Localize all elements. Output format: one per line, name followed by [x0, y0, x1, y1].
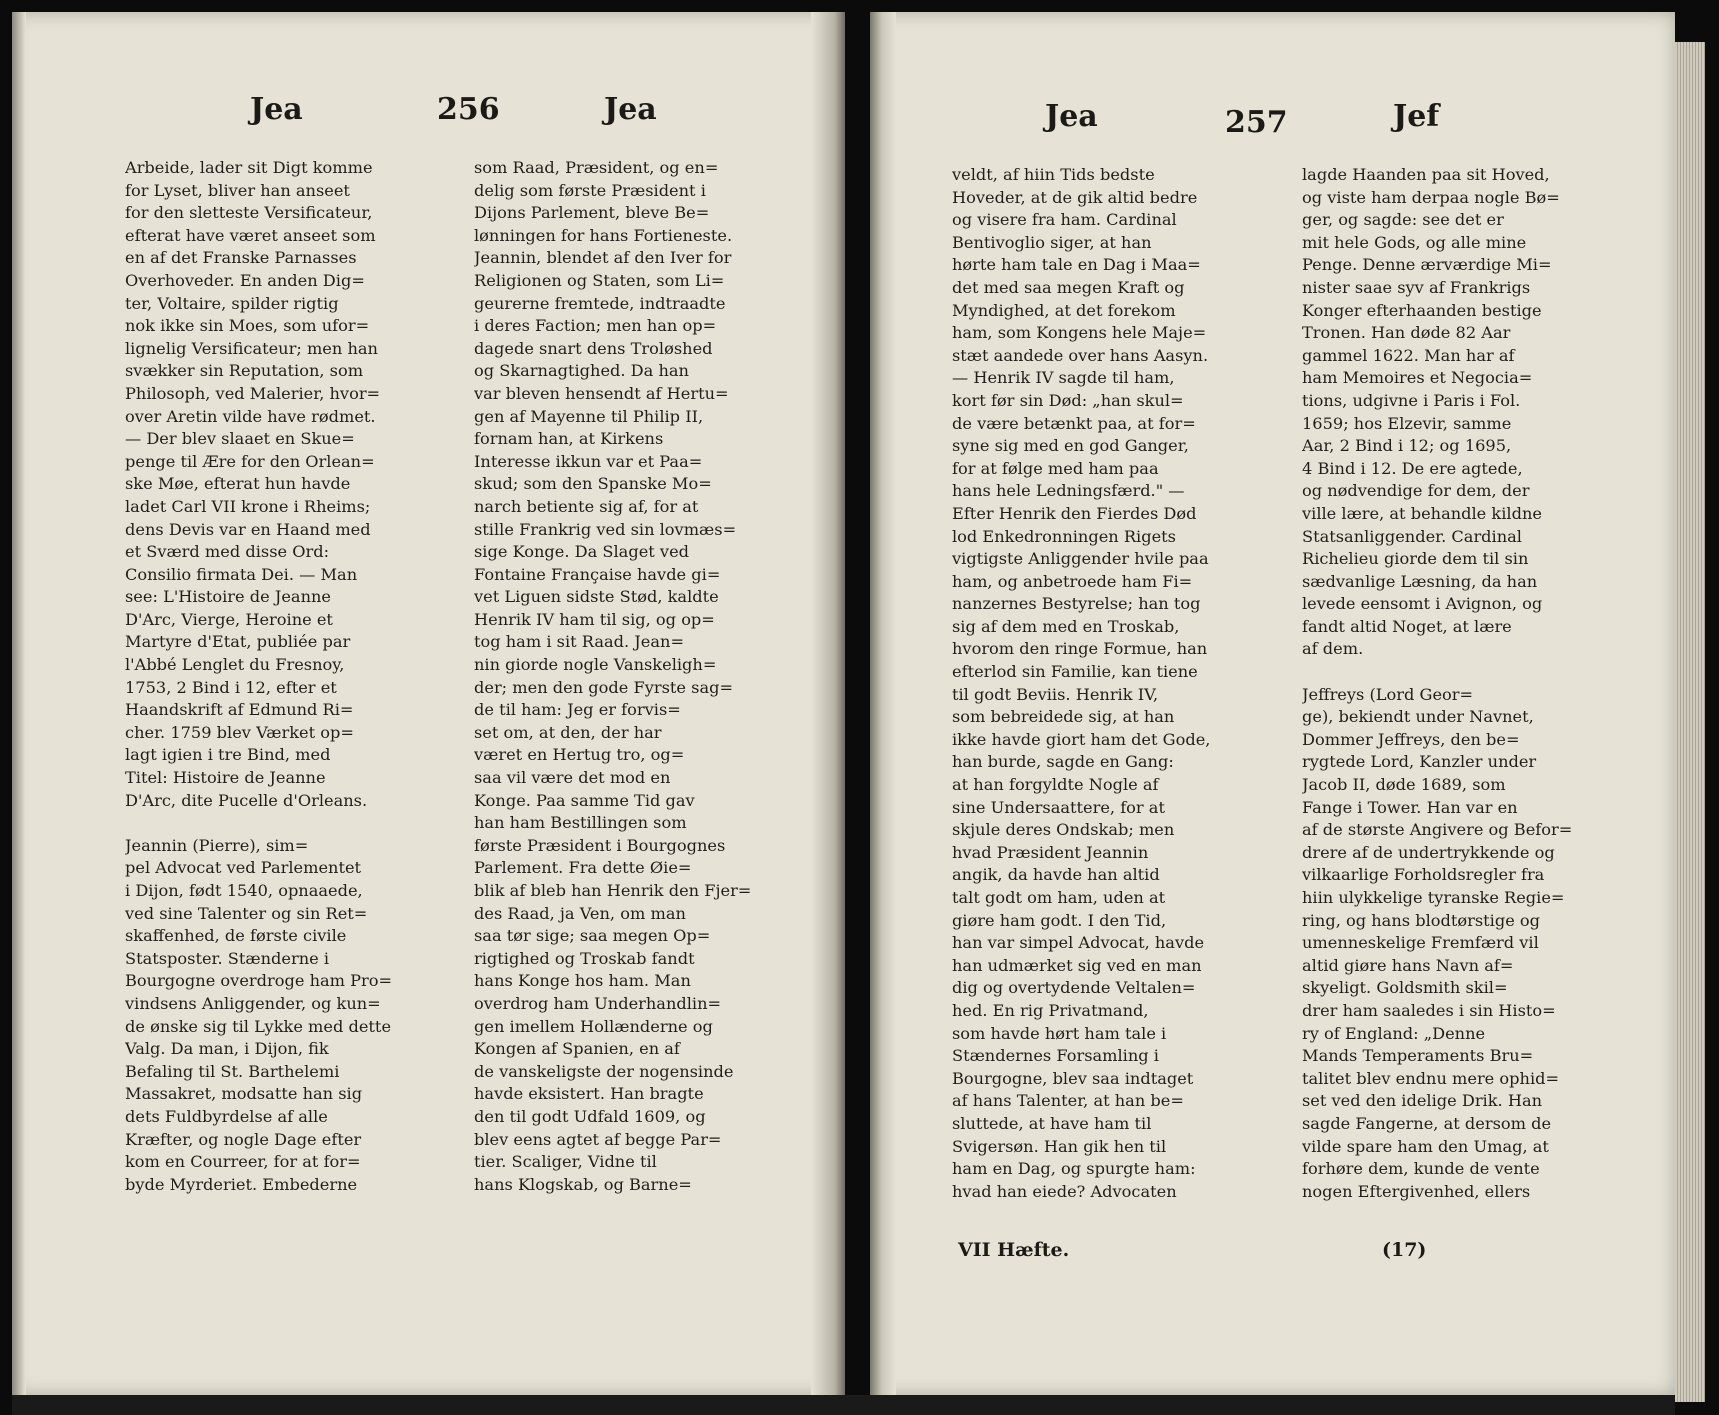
text-line: overdrog ham Underhandlin=: [474, 993, 722, 1013]
text-line: sig af dem med en Troskab,: [952, 616, 1180, 636]
text-line: og Skarnagtighed. Da han: [474, 361, 689, 381]
text-line: Bourgogne overdroge ham Pro=: [125, 971, 393, 991]
text-line: vindsens Anliggender, og kun=: [125, 993, 381, 1013]
text-line: Bourgogne, blev saa indtaget: [952, 1068, 1194, 1088]
text-line: altid giøre hans Navn af=: [1302, 955, 1514, 975]
text-line: Kongen af Spanien, en af: [474, 1039, 680, 1059]
text-line: pel Advocat ved Parlementet: [125, 858, 362, 878]
text-line: ring, og hans blodtørstige og: [1302, 910, 1541, 930]
text-line: Valg. Da man, i Dijon, fik: [125, 1039, 329, 1059]
text-line: af dem.: [1302, 639, 1364, 659]
left-page: [12, 12, 845, 1395]
text-line: hans Klogskab, og Barne=: [474, 1174, 692, 1194]
text-line: ry of England: „Denne: [1302, 1023, 1486, 1043]
text-line: delig som første Præsident i: [474, 180, 706, 200]
text-line: dens Devis var en Haand med: [125, 519, 371, 539]
text-line: D'Arc, Vierge, Heroine et: [125, 609, 333, 629]
text-line: tog ham i sit Raad. Jean=: [474, 632, 685, 652]
text-line: D'Arc, dite Pucelle d'Orleans.: [125, 790, 368, 810]
text-line: som havde hørt ham tale i: [952, 1023, 1167, 1043]
text-line: ham, og anbetroede ham Fi=: [952, 571, 1193, 591]
text-line: som bebreidede sig, at han: [952, 707, 1175, 727]
text-line: af de største Angivere og Befor=: [1302, 820, 1573, 840]
text-line: gen af Mayenne til Philip II,: [474, 406, 704, 426]
text-line: hvad han eiede? Advocaten: [952, 1181, 1177, 1201]
text-line: Jacob II, døde 1689, som: [1302, 775, 1506, 795]
page-number: 257: [1225, 105, 1288, 140]
text-line: Overhoveder. En anden Dig=: [125, 270, 365, 290]
text-line: den til godt Udfald 1609, og: [474, 1106, 706, 1126]
text-line: sluttede, at have ham til: [952, 1113, 1152, 1133]
text-line: talitet blev endnu mere ophid=: [1302, 1068, 1560, 1088]
text-line: skyeligt. Goldsmith skil=: [1302, 978, 1508, 998]
text-line: fornam han, at Kirkens: [474, 429, 664, 449]
text-line: de vanskeligste der nogensinde: [474, 1061, 734, 1081]
text-line: sædvanlige Læsning, da han: [1302, 571, 1538, 591]
text-line: fandt altid Noget, at lære: [1302, 616, 1512, 636]
text-line: drere af de undertrykkende og: [1302, 842, 1555, 862]
text-line: hans Konge hos ham. Man: [474, 971, 691, 991]
text-line: forhøre dem, kunde de vente: [1302, 1159, 1540, 1179]
text-line: Fontaine Française havde gi=: [474, 564, 721, 584]
text-line: Penge. Denne ærværdige Mi=: [1302, 255, 1552, 275]
text-line: Richelieu giorde dem til sin: [1302, 549, 1529, 569]
text-line: giøre ham godt. I den Tid,: [952, 910, 1167, 930]
text-line: første Præsident i Bourgognes: [474, 835, 726, 855]
running-head-left: Jea: [250, 92, 303, 127]
text-line: lignelig Versificateur; men han: [125, 338, 378, 358]
text-line: sige Konge. Da Slaget ved: [474, 542, 690, 562]
running-head-left: Jea: [1045, 99, 1098, 134]
text-line: sagde Fangerne, at dersom de: [1302, 1113, 1552, 1133]
text-line: Statsposter. Stænderne i: [125, 948, 330, 968]
text-line: Dijons Parlement, bleve Be=: [474, 203, 710, 223]
text-line: kom en Courreer, for at for=: [125, 1152, 361, 1172]
text-line: Parlement. Fra dette Øie=: [474, 858, 692, 878]
text-line: cher. 1759 blev Værket op=: [125, 722, 354, 742]
text-line: sine Undersaattere, for at: [952, 797, 1165, 817]
text-line: over Aretin vilde have rødmet.: [125, 406, 376, 426]
text-line: de ønske sig til Lykke med dette: [125, 1016, 392, 1036]
text-line: for Lyset, bliver han anseet: [125, 180, 350, 200]
text-line: 4 Bind i 12. De ere agtede,: [1302, 458, 1523, 478]
text-line: han var simpel Advocat, havde: [952, 933, 1205, 953]
text-line: Befaling til St. Barthelemi: [125, 1061, 340, 1081]
text-line: som Raad, Præsident, og en=: [474, 158, 719, 177]
text-line: ville lære, at behandle kildne: [1302, 503, 1542, 523]
text-line: narch betiente sig af, for at: [474, 496, 699, 516]
text-line: tions, udgivne i Paris i Fol.: [1302, 390, 1521, 410]
text-line: Hoveder, at de gik altid bedre: [952, 187, 1198, 207]
text-line: været en Hertug tro, og=: [474, 745, 685, 765]
text-line: — Der blev slaaet en Skue=: [125, 429, 355, 449]
text-line: saa vil være det mod en: [474, 768, 671, 788]
text-line: Bentivoglio siger, at han: [952, 232, 1152, 252]
text-column-left: [952, 164, 1278, 1203]
text-line: han ham Bestillingen som: [474, 813, 687, 833]
text-line: syne sig med en god Ganger,: [952, 436, 1189, 456]
text-column-right: [1302, 164, 1622, 1203]
text-line: blik af bleb han Henrik den Fjer=: [474, 881, 752, 900]
text-line: og nødvendige for dem, der: [1302, 481, 1530, 501]
text-line: Myndighed, at det forekom: [952, 300, 1176, 320]
text-line: i deres Faction; men han op=: [474, 316, 717, 336]
text-line: nin giorde nogle Vanskeligh=: [474, 655, 717, 675]
text-line: vigtigste Anliggender hvile paa: [952, 549, 1209, 569]
page-edge-shadow: [12, 12, 26, 1395]
text-line: ham, som Kongens hele Maje=: [952, 323, 1207, 343]
text-line: ham Memoires et Negocia=: [1302, 368, 1533, 388]
text-line: — Henrik IV sagde til ham,: [952, 368, 1175, 388]
text-line: til godt Beviis. Henrik IV,: [952, 684, 1159, 704]
text-line: det med saa megen Kraft og: [952, 277, 1185, 297]
text-line: han burde, sagde en Gang:: [952, 752, 1174, 772]
text-line: gammel 1622. Man har af: [1302, 345, 1515, 365]
text-line: 1659; hos Elzevir, samme: [1302, 413, 1512, 433]
right-page: [870, 12, 1675, 1395]
text-line: ham en Dag, og spurgte ham:: [952, 1159, 1196, 1179]
text-line: efterat have været anseet som: [125, 225, 376, 245]
text-line: Efter Henrik den Fierdes Død: [952, 503, 1197, 523]
text-line: Consilio firmata Dei. — Man: [125, 564, 358, 584]
text-line: havde eksistert. Han bragte: [474, 1084, 704, 1104]
text-line: et Sværd med disse Ord:: [125, 542, 330, 562]
text-line: hvad Præsident Jeannin: [952, 842, 1149, 862]
text-line: Dommer Jeffreys, den be=: [1302, 729, 1520, 749]
text-line: 1753, 2 Bind i 12, efter et: [125, 677, 337, 697]
text-line: des Raad, ja Ven, om man: [474, 903, 686, 923]
text-line: drer ham saaledes i sin Histo=: [1302, 1000, 1556, 1020]
text-line: Fange i Tower. Han var en: [1302, 797, 1518, 817]
text-line: dets Fuldbyrdelse af alle: [125, 1106, 328, 1126]
text-line: for den sletteste Versificateur,: [125, 203, 373, 223]
text-line: blev eens agtet af begge Par=: [474, 1129, 722, 1149]
text-line: Jeffreys (Lord Geor=: [1302, 684, 1474, 704]
text-line: byde Myrderiet. Embederne: [125, 1174, 358, 1194]
text-line: [125, 812, 450, 835]
text-line: Konger efterhaanden bestige: [1302, 300, 1542, 320]
page-edges: [1675, 42, 1705, 1402]
text-line: ske Møe, efterat hun havde: [125, 474, 351, 494]
text-line: dagede snart dens Troløshed: [474, 338, 713, 358]
text-line: umenneskelige Fremfærd vil: [1302, 933, 1539, 953]
text-line: efterlod sin Familie, kan tiene: [952, 662, 1198, 682]
text-line: levede eensomt i Avignon, og: [1302, 594, 1543, 614]
text-column-right: [474, 157, 790, 1196]
text-line: Svigersøn. Han gik hen til: [952, 1136, 1167, 1156]
text-line: vet Liguen sidste Stød, kaldte: [474, 587, 719, 607]
text-line: de være betænkt paa, at for=: [952, 413, 1196, 433]
text-line: see: L'Histoire de Jeanne: [125, 587, 331, 607]
text-line: Kræfter, og nogle Dage efter: [125, 1129, 362, 1149]
text-line: Henrik IV ham til sig, og op=: [474, 609, 715, 629]
text-line: for at følge med ham paa: [952, 458, 1159, 478]
gutter-shadow: [870, 12, 896, 1395]
book-edge-bottom: [12, 1395, 1675, 1415]
text-line: rygtede Lord, Kanzler under: [1302, 752, 1537, 772]
text-line: nogen Eftergivenhed, ellers: [1302, 1181, 1531, 1201]
text-line: angik, da havde han altid: [952, 865, 1160, 885]
text-line: der; men den gode Fyrste sag=: [474, 677, 734, 697]
text-line: var bleven hensendt af Hertu=: [474, 383, 729, 403]
text-line: af hans Talenter, at han be=: [952, 1091, 1184, 1111]
text-line: [1302, 661, 1622, 684]
text-line: saa tør sige; saa megen Op=: [474, 926, 711, 946]
text-line: Religionen og Staten, som Li=: [474, 270, 725, 290]
text-line: ved sine Talenter og sin Ret=: [125, 903, 368, 923]
text-line: lagt igien i tre Bind, med: [125, 745, 331, 765]
text-line: ladet Carl VII krone i Rheims;: [125, 496, 371, 516]
text-line: mit hele Gods, og alle mine: [1302, 232, 1527, 252]
text-line: lod Enkedronningen Rigets: [952, 526, 1176, 546]
text-line: dig og overtydende Veltalen=: [952, 978, 1196, 998]
text-line: at han forgyldte Nogle af: [952, 775, 1159, 795]
text-line: set ved den idelige Drik. Han: [1302, 1091, 1543, 1111]
text-line: Philosoph, ved Malerier, hvor=: [125, 383, 381, 403]
text-line: Massakret, modsatte han sig: [125, 1084, 363, 1104]
text-line: stæt aandede over hans Aasyn.: [952, 345, 1209, 365]
text-line: kort før sin Død: „han skul=: [952, 390, 1184, 410]
text-line: stille Frankrig ved sin lovmæs=: [474, 519, 737, 539]
text-line: Arbeide, lader sit Digt komme: [125, 158, 373, 177]
signature-mark: VII Hæfte.: [958, 1239, 1070, 1261]
text-line: vilkaarlige Forholdsregler fra: [1302, 865, 1545, 885]
text-line: en af det Franske Parnasses: [125, 248, 357, 268]
text-line: hiin ulykkelige tyranske Regie=: [1302, 888, 1565, 907]
text-line: hans hele Ledningsfærd." —: [952, 481, 1185, 501]
gutter-shadow: [811, 12, 845, 1395]
text-line: ter, Voltaire, spilder rigtig: [125, 293, 339, 313]
text-line: nister saae syv af Frankrigs: [1302, 277, 1531, 297]
running-head-right: Jef: [1393, 99, 1440, 134]
text-line: l'Abbé Lenglet du Fresnoy,: [125, 655, 345, 675]
text-line: Aar, 2 Bind i 12; og 1695,: [1302, 436, 1512, 456]
text-line: og visere fra ham. Cardinal: [952, 210, 1177, 230]
catchword: (17): [1382, 1239, 1427, 1261]
text-line: Jeannin (Pierre), sim=: [125, 835, 309, 855]
text-line: og viste ham derpaa nogle Bø=: [1302, 187, 1560, 207]
text-line: Jeannin, blendet af den Iver for: [474, 248, 732, 268]
text-line: Statsanliggender. Cardinal: [1302, 526, 1522, 546]
text-line: talt godt om ham, uden at: [952, 888, 1166, 907]
text-line: Tronen. Han døde 82 Aar: [1302, 323, 1511, 343]
text-line: skaffenhed, de første civile: [125, 926, 347, 946]
text-line: Mands Temperaments Bru=: [1302, 1046, 1534, 1066]
text-line: hørte ham tale en Dag i Maa=: [952, 255, 1201, 275]
text-line: rigtighed og Troskab fandt: [474, 948, 695, 968]
text-line: lagde Haanden paa sit Hoved,: [1302, 165, 1550, 184]
text-line: lønningen for hans Fortieneste.: [474, 225, 733, 245]
text-line: de til ham: Jeg er forvis=: [474, 700, 681, 720]
text-line: set om, at den, der har: [474, 722, 662, 742]
text-line: skud; som den Spanske Mo=: [474, 474, 712, 494]
text-line: i Dijon, født 1540, opnaaede,: [125, 881, 363, 900]
text-line: nok ikke sin Moes, som ufor=: [125, 316, 370, 336]
text-line: penge til Ære for den Orlean=: [125, 451, 375, 471]
text-line: vilde spare ham den Umag, at: [1302, 1136, 1549, 1156]
text-line: nanzernes Bestyrelse; han tog: [952, 594, 1201, 614]
text-line: hvorom den ringe Formue, han: [952, 639, 1208, 659]
text-line: veldt, af hiin Tids bedste: [952, 165, 1155, 184]
text-line: gen imellem Hollænderne og: [474, 1016, 713, 1036]
text-line: Haandskrift af Edmund Ri=: [125, 700, 354, 720]
text-line: svækker sin Reputation, som: [125, 361, 364, 381]
text-line: ikke havde giort ham det Gode,: [952, 729, 1211, 749]
text-line: Stændernes Forsamling i: [952, 1046, 1159, 1066]
text-line: han udmærket sig ved en man: [952, 955, 1202, 975]
text-line: hed. En rig Privatmand,: [952, 1000, 1149, 1020]
text-line: Titel: Histoire de Jeanne: [125, 768, 326, 788]
text-line: Konge. Paa samme Tid gav: [474, 790, 695, 810]
text-line: Interesse ikkun var et Paa=: [474, 451, 703, 471]
page-number: 256: [437, 92, 500, 127]
text-line: skjule deres Ondskab; men: [952, 820, 1175, 840]
text-line: geurerne fremtede, indtraadte: [474, 293, 726, 313]
text-line: ger, og sagde: see det er: [1302, 210, 1504, 230]
running-head-right: Jea: [604, 92, 657, 127]
text-column-left: [125, 157, 450, 1196]
text-line: tier. Scaliger, Vidne til: [474, 1152, 657, 1172]
text-line: ge), bekiendt under Navnet,: [1302, 707, 1534, 727]
text-line: Martyre d'Etat, publiée par: [125, 632, 351, 652]
